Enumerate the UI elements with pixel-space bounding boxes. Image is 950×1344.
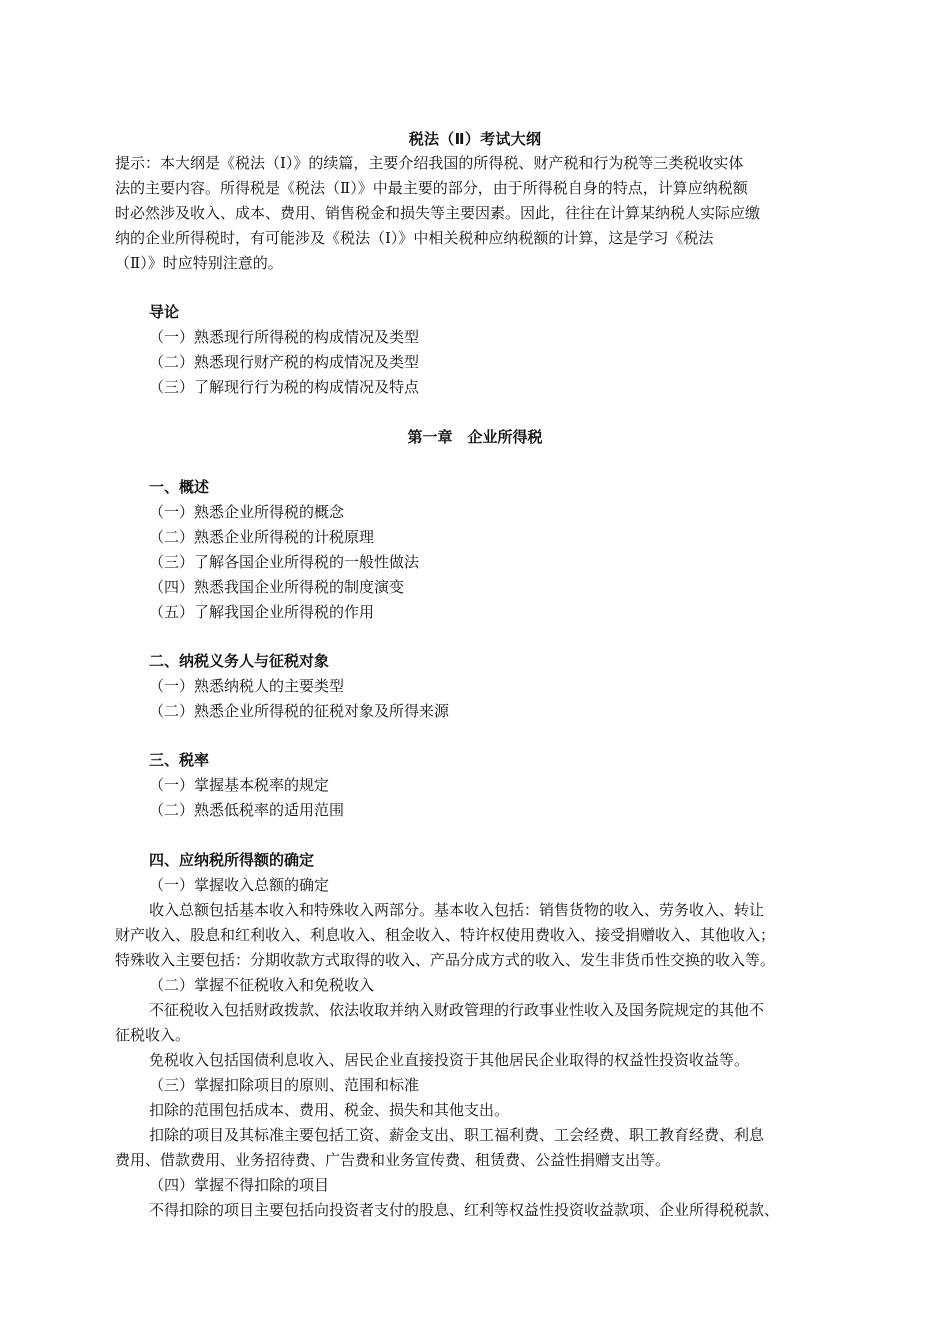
outline-item: （一）熟悉企业所得税的概念 bbox=[149, 503, 345, 521]
outline-item: （二）熟悉企业所得税的征税对象及所得来源 bbox=[149, 702, 450, 720]
outline-item: （一）掌握基本税率的规定 bbox=[149, 776, 330, 794]
body-paragraph bbox=[115, 1098, 855, 1123]
chapter-title: 第一章 企业所得税 bbox=[407, 428, 543, 446]
outline-item: （二）熟悉低税率的适用范围 bbox=[149, 801, 345, 819]
intro-paragraph bbox=[115, 151, 845, 276]
section-tax-rate bbox=[115, 748, 855, 823]
section-overview bbox=[115, 475, 855, 625]
paragraph-line: 不得扣除的项目主要包括向投资者支付的股息、红利等权益性投资收益款项、企业所得税税款、 bbox=[149, 1201, 780, 1219]
document-title: 税法（Ⅱ）考试大纲 bbox=[408, 130, 542, 148]
section-heading: 二、纳税义务人与征税对象 bbox=[149, 652, 330, 670]
paragraph-line: 收入总额包括基本收入和特殊收入两部分。基本收入包括：销售货物的收入、劳务收入、转让 bbox=[149, 901, 765, 919]
outline-item: （二）熟悉现行财产税的构成情况及类型 bbox=[149, 353, 420, 371]
paragraph-line: 特殊收入主要包括：分期收款方式取得的收入、产品分成方式的收入、发生非货币性交换的收入等。 bbox=[115, 951, 776, 969]
section-heading: 四、应纳税所得额的确定 bbox=[149, 851, 315, 869]
outline-item: （三）了解现行行为税的构成情况及特点 bbox=[149, 378, 420, 396]
outline-item: （二）掌握不征税收入和免税收入 bbox=[149, 976, 375, 994]
outline-item: （五）了解我国企业所得税的作用 bbox=[149, 603, 375, 621]
paragraph-line: 免税收入包括国债利息收入、居民企业直接投资于其他居民企业取得的权益性投资收益等。 bbox=[149, 1051, 750, 1069]
outline-item: （二）熟悉企业所得税的计税原理 bbox=[149, 528, 375, 546]
paragraph-line: 扣除的范围包括成本、费用、税金、损失和其他支出。 bbox=[149, 1101, 510, 1119]
outline-item: （四）掌握不得扣除的项目 bbox=[149, 1176, 330, 1194]
body-paragraph bbox=[115, 1048, 855, 1073]
section-taxable-income bbox=[115, 848, 855, 1223]
outline-item: （三）了解各国企业所得税的一般性做法 bbox=[149, 553, 420, 571]
paragraph-line: 费用、借款费用、业务招待费、广告费和业务宣传费、租赁费、公益性捐赠支出等。 bbox=[115, 1151, 671, 1169]
body-paragraph bbox=[115, 898, 855, 973]
section-taxpayers bbox=[115, 649, 855, 724]
body-paragraph bbox=[115, 998, 855, 1048]
outline-item: （三）掌握扣除项目的原则、范围和标准 bbox=[149, 1076, 420, 1094]
paragraph-line: 扣除的项目及其标准主要包括工资、薪金支出、职工福利费、工会经费、职工教育经费、利息 bbox=[149, 1126, 765, 1144]
paragraph-line: 征税收入。 bbox=[115, 1026, 191, 1044]
section-heading: 一、概述 bbox=[149, 478, 210, 496]
introduction-heading: 导论 bbox=[149, 303, 180, 321]
intro-line: 法的主要内容。所得税是《税法（Ⅱ）》中最主要的部分，由于所得税自身的特点，计算应纳税额 bbox=[115, 179, 748, 197]
outline-item: （一）熟悉现行所得税的构成情况及类型 bbox=[149, 328, 420, 346]
intro-line: 时必然涉及收入、成本、费用、销售税金和损失等主要因素。因此，往往在计算某纳税人实际应缴 bbox=[115, 204, 761, 222]
intro-line: （Ⅱ）》时应特别注意的。 bbox=[115, 254, 283, 272]
introduction-section bbox=[115, 300, 855, 400]
intro-line: 提示：本大纲是《税法（Ⅰ）》的续篇，主要介绍我国的所得税、财产税和行为税等三类税收实体 bbox=[115, 154, 744, 172]
paragraph-line: 不征税收入包括财政拨款、依法收取并纳入财政管理的行政事业性收入及国务院规定的其他不 bbox=[149, 1001, 765, 1019]
outline-item: （一）掌握收入总额的确定 bbox=[149, 876, 330, 894]
intro-line: 纳的企业所得税时，有可能涉及《税法（Ⅰ）》中相关税种应纳税额的计算，这是学习《税法 bbox=[115, 229, 714, 247]
outline-item: （四）熟悉我国企业所得税的制度演变 bbox=[149, 578, 405, 596]
section-heading: 三、税率 bbox=[149, 751, 210, 769]
outline-item: （一）熟悉纳税人的主要类型 bbox=[149, 677, 345, 695]
body-paragraph bbox=[115, 1198, 855, 1223]
body-paragraph bbox=[115, 1123, 855, 1173]
paragraph-line: 财产收入、股息和红利收入、利息收入、租金收入、特许权使用费收入、接受捐赠收入、其他收入； bbox=[115, 926, 776, 944]
